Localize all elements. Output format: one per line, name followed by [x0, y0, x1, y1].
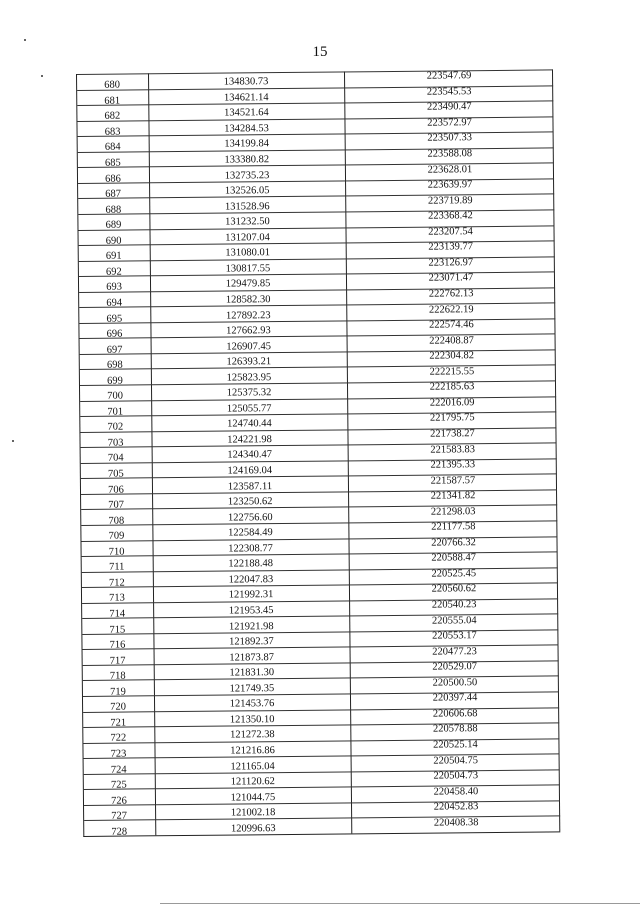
x-coordinate: 131528.96 — [224, 200, 270, 213]
point-number: 725 — [110, 779, 127, 791]
y-coordinate: 223207.54 — [428, 225, 473, 238]
point-number: 719 — [110, 686, 126, 698]
point-number: 705 — [107, 468, 124, 480]
point-number: 727 — [111, 810, 128, 822]
point-number: 681 — [104, 95, 121, 107]
x-coordinate: 125055.77 — [226, 402, 272, 415]
y-coordinate: 221298.03 — [430, 505, 476, 518]
y-coordinate: 220500.50 — [432, 676, 478, 689]
point-number: 713 — [109, 592, 125, 605]
x-coordinate: 121921.98 — [228, 620, 274, 633]
x-coordinate: 122756.60 — [227, 511, 273, 524]
y-coordinate: 220452.83 — [433, 801, 479, 813]
point-number: 726 — [111, 795, 127, 807]
y-coordinate: 220504.75 — [433, 754, 478, 767]
point-number: 698 — [106, 359, 123, 371]
point-number: 720 — [110, 701, 127, 713]
y-coordinate: 222622.19 — [428, 303, 474, 316]
y-coordinate: 223588.08 — [427, 148, 473, 160]
x-coordinate: 121453.76 — [229, 698, 275, 710]
y-coordinate: 221795.75 — [429, 412, 475, 425]
point-number: 714 — [109, 608, 126, 620]
x-coordinate: 124169.04 — [227, 465, 273, 477]
x-coordinate: 121272.38 — [229, 729, 275, 741]
y-coordinate: 222016.09 — [429, 397, 475, 409]
point-number: 723 — [110, 748, 127, 760]
x-coordinate: 121165.04 — [230, 760, 275, 773]
point-number: 710 — [108, 546, 125, 558]
x-coordinate: 132526.05 — [224, 185, 270, 197]
point-number: 680 — [104, 79, 121, 91]
point-number: 728 — [111, 826, 128, 838]
x-coordinate: 128582.30 — [225, 294, 271, 306]
y-coordinate: 223126.97 — [428, 257, 474, 269]
scan-speck — [12, 440, 14, 442]
x-coordinate: 134621.14 — [223, 91, 269, 104]
y-coordinate: 221587.57 — [430, 474, 476, 487]
point-number: 721 — [110, 717, 127, 729]
y-coordinate: 223507.33 — [427, 132, 472, 145]
x-coordinate: 126393.21 — [226, 356, 272, 368]
page-bottom-edge — [160, 903, 640, 904]
x-coordinate: 121873.87 — [229, 651, 274, 664]
y-coordinate: 220560.62 — [431, 583, 477, 596]
x-coordinate: 121350.10 — [229, 713, 275, 726]
page-number: 15 — [312, 44, 328, 60]
point-number: 695 — [106, 313, 123, 325]
x-coordinate: 121002.18 — [230, 807, 276, 819]
point-number: 696 — [106, 328, 123, 340]
x-coordinate: 122188.48 — [228, 558, 274, 570]
point-number: 716 — [109, 639, 126, 651]
x-coordinate: 127662.93 — [226, 325, 271, 337]
point-number: 690 — [105, 235, 122, 247]
point-number: 704 — [107, 453, 124, 465]
point-number: 724 — [110, 764, 127, 776]
x-coordinate: 125375.32 — [226, 387, 272, 399]
y-coordinate: 220477.23 — [432, 645, 477, 658]
x-coordinate: 121831.30 — [229, 667, 275, 679]
y-coordinate: 221177.58 — [431, 521, 476, 533]
y-coordinate: 222185.63 — [429, 381, 475, 393]
x-coordinate: 131232.50 — [225, 216, 270, 228]
y-coordinate: 220553.17 — [432, 630, 477, 642]
point-number: 715 — [109, 624, 126, 636]
point-number: 702 — [107, 421, 124, 434]
y-coordinate: 220578.88 — [432, 723, 478, 736]
point-number: 684 — [104, 142, 121, 154]
point-number: 694 — [106, 297, 123, 309]
y-coordinate: 223368.42 — [428, 210, 473, 222]
point-number: 718 — [109, 670, 126, 682]
x-coordinate: 121749.35 — [229, 682, 275, 695]
x-coordinate: 134199.84 — [224, 138, 270, 151]
point-number: 717 — [109, 655, 126, 667]
x-coordinate: 134284.53 — [224, 123, 269, 135]
y-coordinate: 221395.33 — [430, 459, 476, 471]
y-coordinate: 220529.07 — [432, 661, 478, 673]
y-coordinate: 223490.47 — [426, 101, 472, 114]
x-coordinate: 126907.45 — [226, 340, 271, 353]
y-coordinate: 222574.46 — [429, 319, 474, 331]
x-coordinate: 124340.47 — [227, 449, 273, 462]
scan-speck — [41, 75, 43, 77]
point-number: 685 — [104, 157, 121, 169]
y-coordinate: 223139.77 — [428, 241, 474, 253]
x-coordinate: 122047.83 — [228, 574, 274, 586]
table-row — [84, 816, 560, 837]
point-number: 709 — [108, 530, 125, 542]
x-coordinate: 129479.85 — [225, 278, 271, 290]
point-number: 692 — [105, 266, 122, 278]
point-number: 693 — [106, 281, 122, 294]
point-number: 697 — [106, 344, 123, 356]
x-coordinate: 123587.11 — [227, 480, 273, 493]
y-coordinate: 223572.97 — [427, 117, 472, 129]
y-coordinate: 223639.97 — [427, 179, 473, 191]
y-coordinate: 222304.82 — [429, 350, 475, 362]
point-number: 683 — [104, 126, 121, 138]
point-number: 682 — [104, 110, 121, 123]
x-coordinate: 133380.82 — [224, 154, 270, 166]
y-coordinate: 223547.69 — [426, 70, 472, 82]
y-coordinate: 220504.73 — [433, 770, 479, 782]
x-coordinate: 121120.62 — [230, 776, 275, 788]
y-coordinate: 220525.14 — [433, 739, 478, 751]
x-coordinate: 132735.23 — [224, 169, 270, 182]
point-number: 689 — [105, 219, 122, 231]
y-coordinate: 221738.27 — [430, 428, 475, 440]
y-coordinate: 222762.13 — [428, 288, 474, 300]
x-coordinate: 121992.31 — [228, 589, 274, 601]
point-number: 700 — [107, 390, 124, 402]
x-coordinate: 131207.04 — [225, 231, 270, 244]
y-coordinate: 222408.87 — [429, 334, 474, 347]
point-number: 707 — [108, 499, 125, 511]
point-number: 708 — [108, 515, 125, 527]
y-coordinate: 223628.01 — [427, 163, 473, 176]
y-coordinate: 220408.38 — [433, 816, 479, 829]
point-number: 699 — [107, 375, 123, 387]
y-coordinate: 220458.40 — [433, 785, 479, 798]
point-number: 711 — [108, 561, 125, 574]
y-coordinate: 222215.55 — [429, 365, 475, 378]
y-coordinate: 220588.47 — [431, 552, 477, 564]
y-coordinate: 221341.82 — [430, 490, 476, 502]
x-coordinate: 120996.63 — [230, 822, 276, 835]
y-coordinate: 220525.45 — [431, 568, 477, 580]
y-coordinate: 221583.83 — [430, 443, 475, 456]
y-coordinate: 220540.23 — [431, 599, 477, 611]
x-coordinate: 121216.86 — [230, 745, 275, 757]
x-coordinate: 124221.98 — [227, 434, 272, 446]
y-coordinate: 223719.89 — [427, 194, 473, 207]
x-coordinate: 124740.44 — [227, 418, 272, 430]
x-coordinate: 125823.95 — [226, 371, 272, 384]
x-coordinate: 122584.49 — [228, 527, 273, 539]
x-coordinate: 134521.64 — [224, 107, 269, 119]
x-coordinate: 122308.77 — [228, 542, 273, 555]
point-number: 686 — [105, 173, 121, 185]
point-number: 722 — [110, 732, 127, 745]
y-coordinate: 223545.53 — [426, 86, 472, 98]
x-coordinate: 131080.01 — [225, 247, 271, 259]
y-coordinate: 220555.04 — [431, 614, 477, 627]
point-number: 688 — [105, 204, 122, 216]
y-coordinate: 223071.47 — [428, 272, 474, 285]
point-number: 712 — [108, 577, 125, 589]
x-coordinate: 123250.62 — [227, 496, 273, 508]
point-number: 691 — [105, 250, 122, 263]
y-coordinate: 220606.68 — [432, 708, 478, 720]
point-number: 706 — [108, 484, 124, 496]
x-coordinate: 121044.75 — [230, 791, 276, 804]
y-coordinate: 220397.44 — [432, 692, 478, 704]
point-number: 687 — [105, 188, 122, 200]
coordinates-table — [76, 69, 560, 837]
point-number: 703 — [107, 437, 124, 449]
x-coordinate: 121953.45 — [228, 605, 274, 617]
y-coordinate: 220766.32 — [431, 536, 476, 549]
x-coordinate: 127892.23 — [225, 309, 271, 322]
scan-speck — [24, 39, 26, 41]
x-coordinate: 134830.73 — [223, 76, 269, 88]
x-coordinate: 130817.55 — [225, 263, 271, 275]
x-coordinate: 121892.37 — [229, 636, 274, 648]
point-number: 701 — [107, 406, 124, 418]
